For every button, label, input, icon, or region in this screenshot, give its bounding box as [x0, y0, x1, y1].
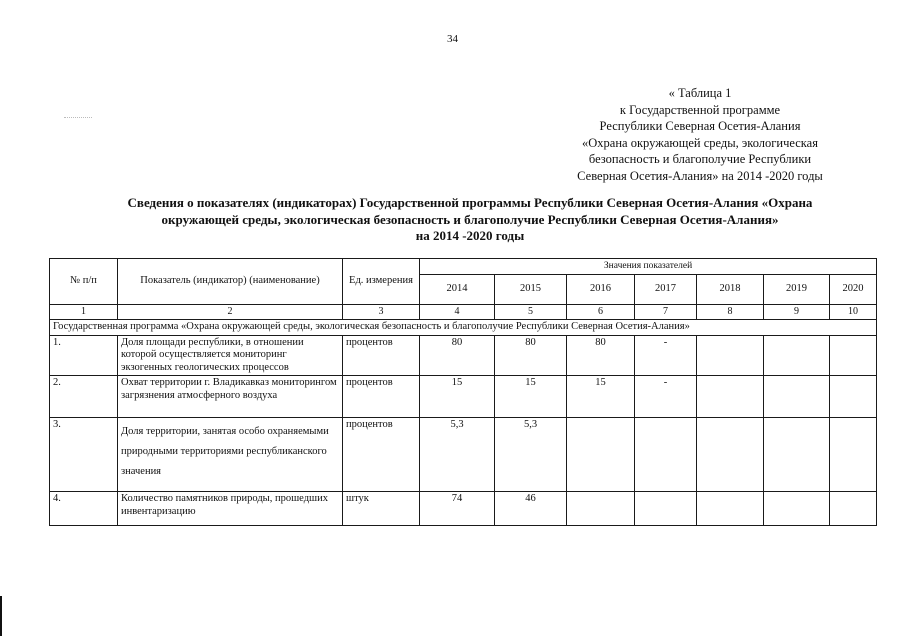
- row-value: [697, 376, 764, 418]
- column-number: 3: [343, 304, 420, 320]
- row-unit: процентов: [343, 335, 420, 376]
- attachment-line: к Государственной программе: [619, 102, 781, 117]
- program-title: Государственная программа «Охрана окружающей среды, экологическая безопасность и благополучие Республики Северная Осетия-Алания»: [50, 320, 877, 336]
- row-value: 46: [495, 492, 567, 526]
- column-number: 9: [764, 304, 830, 320]
- heading-line: на 2014 -2020 годы: [415, 228, 525, 243]
- row-value: [697, 418, 764, 492]
- row-num: 4.: [50, 492, 118, 526]
- row-value: 80: [567, 335, 635, 376]
- row-indicator-name: Доля территории, занятая особо охраняемыми природными территориями республиканского значения: [118, 418, 343, 492]
- column-number: 2: [118, 304, 343, 320]
- header-year: 2014: [420, 274, 495, 304]
- table-row: [50, 376, 877, 418]
- row-value: 15: [420, 376, 495, 418]
- row-num: 1.: [50, 335, 118, 376]
- row-value: [830, 492, 877, 526]
- scan-edge-line: [0, 596, 2, 636]
- row-value: 80: [420, 335, 495, 376]
- document-heading: [60, 195, 880, 245]
- table-row: [50, 335, 877, 376]
- attachment-line: безопасность и благополучие Республики: [588, 152, 812, 166]
- attachment-line: Республики Северная Осетия-Алания: [599, 119, 801, 133]
- header-unit: Ед. измерения: [343, 259, 420, 305]
- row-value: -: [635, 335, 697, 376]
- row-unit: процентов: [343, 418, 420, 492]
- row-value: [764, 418, 830, 492]
- heading-line: окружающей среды, экологическая безопасность и благополучие Республики Северная Осетия-Алания»: [161, 211, 779, 227]
- row-num: 2.: [50, 376, 118, 418]
- column-number: 6: [567, 304, 635, 320]
- row-value: 15: [495, 376, 567, 418]
- page-number: 34: [447, 33, 458, 45]
- header-year: 2016: [567, 274, 635, 304]
- header-year: 2015: [495, 274, 567, 304]
- row-indicator-name: Охват территории г. Владикавказ мониторингом загрязнения атмосферного воздуха: [118, 376, 343, 418]
- header-year: 2018: [697, 274, 764, 304]
- row-indicator-name: Количество памятников природы, прошедших инвентаризацию: [118, 492, 343, 526]
- column-number: 1: [50, 304, 118, 320]
- row-value: -: [635, 376, 697, 418]
- header-year: 2017: [635, 274, 697, 304]
- column-number: 4: [420, 304, 495, 320]
- row-value: [830, 376, 877, 418]
- table-row: [50, 418, 877, 492]
- row-value: 5,3: [420, 418, 495, 492]
- row-value: 80: [495, 335, 567, 376]
- faint-scan-mark: [64, 117, 92, 121]
- attachment-line: « Таблица 1: [668, 86, 732, 100]
- column-number: 7: [635, 304, 697, 320]
- column-number: 10: [830, 304, 877, 320]
- row-value: 5,3: [495, 418, 567, 492]
- row-num: 3.: [50, 418, 118, 492]
- attachment-line: «Охрана окружающей среды, экологическая: [582, 135, 818, 150]
- row-value: [764, 376, 830, 418]
- header-year: 2019: [764, 274, 830, 304]
- row-value: 74: [420, 492, 495, 526]
- header-indicator-name: Показатель (индикатор) (наименование): [118, 259, 343, 305]
- row-value: [830, 335, 877, 376]
- table-row: [50, 492, 877, 526]
- row-value: [764, 492, 830, 526]
- row-value: [635, 418, 697, 492]
- attachment-line: Северная Осетия-Алания» на 2014 -2020 годы: [577, 168, 823, 183]
- column-number: 8: [697, 304, 764, 320]
- row-value: [567, 418, 635, 492]
- header-year: 2020: [830, 274, 877, 304]
- row-unit: процентов: [343, 376, 420, 418]
- row-value: [764, 335, 830, 376]
- indicators-table: [49, 258, 877, 526]
- row-value: [567, 492, 635, 526]
- attachment-note: [540, 85, 860, 184]
- row-indicator-name: Доля площади республики, в отношении которой осуществляется мониторинг экзогенных геологических процессов: [118, 335, 343, 376]
- heading-line: Сведения о показателях (индикаторах) Государственной программы Республики Северная Осетия-Алания «Охрана: [127, 195, 813, 210]
- row-value: [635, 492, 697, 526]
- program-row: [50, 320, 877, 336]
- column-number: 5: [495, 304, 567, 320]
- row-value: [830, 418, 877, 492]
- row-value: 15: [567, 376, 635, 418]
- column-number-row: [50, 304, 877, 320]
- header-values-group: Значения показателей: [420, 259, 877, 275]
- row-value: [697, 492, 764, 526]
- row-unit: штук: [343, 492, 420, 526]
- header-num: № п/п: [50, 259, 118, 305]
- row-value: [697, 335, 764, 376]
